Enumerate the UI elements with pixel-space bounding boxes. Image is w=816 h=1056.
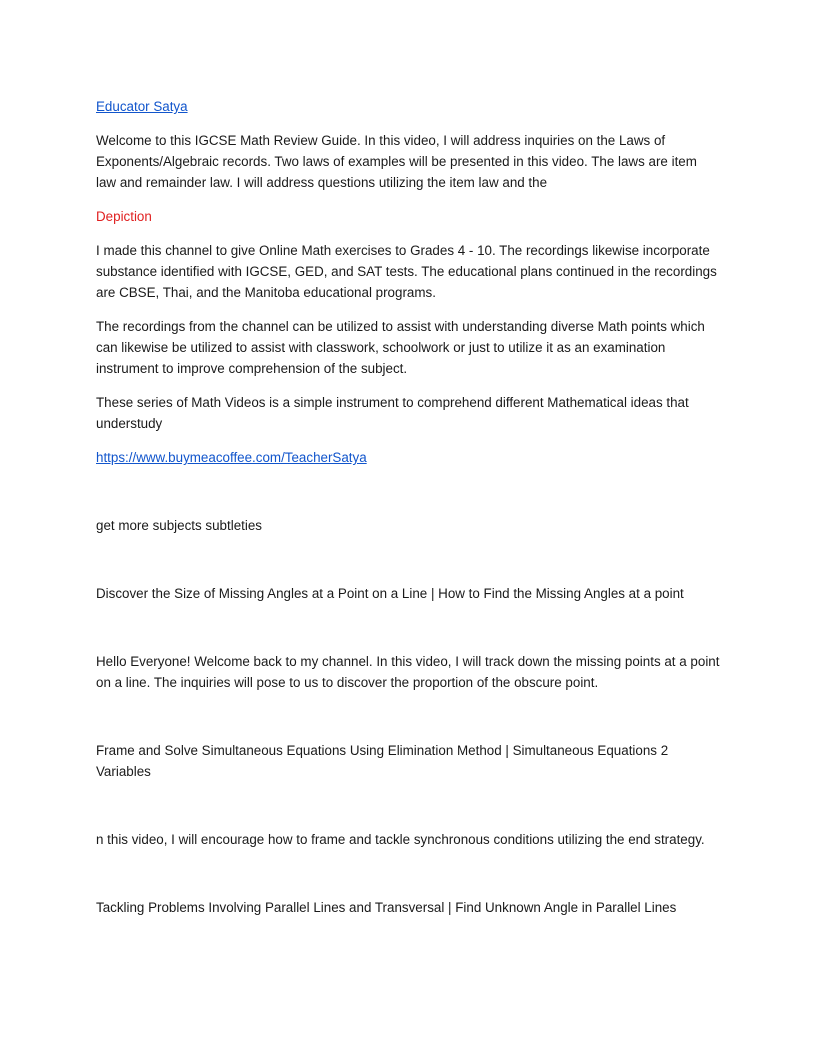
author-link-block <box>96 96 720 117</box>
video-description-2: n this video, I will encourage how to frame and tackle synchronous conditions utilizing the end strategy. <box>96 832 705 847</box>
document-page <box>96 96 720 931</box>
author-link[interactable]: Educator Satya <box>96 99 188 114</box>
coffee-link[interactable]: https://www.buymeacoffee.com/TeacherSatya <box>96 450 367 465</box>
video-title-2: Frame and Solve Simultaneous Equations Using Elimination Method | Simultaneous Equations 2 Variables <box>96 743 669 779</box>
channel-paragraph: I made this channel to give Online Math exercises to Grades 4 - 10. The recordings likewise incorporate substance identified with IGCSE, GED, and SAT tests. The educational plans continued in the recordings are CBSE, Thai, and the Manitoba educational programs. <box>96 243 717 300</box>
usage-paragraph: The recordings from the channel can be utilized to assist with understanding diverse Math points which can likewise be utilized to assist with classwork, schoolwork or just to utilize it as an examination instrument to improve comprehension of the subject. <box>96 319 705 376</box>
intro-paragraph: Welcome to this IGCSE Math Review Guide. In this video, I will address inquiries on the Laws of Exponents/Algebraic records. Two laws of examples will be presented in this video. The laws are item law and remainder law. I will address questions utilizing the item law and the <box>96 133 697 190</box>
depiction-heading: Depiction <box>96 209 152 224</box>
more-subjects-text: get more subjects subtleties <box>96 518 262 533</box>
video-title-3: Tackling Problems Involving Parallel Lines and Transversal | Find Unknown Angle in Parallel Lines <box>96 900 677 915</box>
series-paragraph: These series of Math Videos is a simple instrument to comprehend different Mathematical ideas that understudy <box>96 395 689 431</box>
coffee-link-block <box>96 447 720 468</box>
video-description-1: Hello Everyone! Welcome back to my channel. In this video, I will track down the missing points at a point on a line. The inquiries will pose to us to discover the proportion of the obscure point. <box>96 654 720 690</box>
video-title-1: Discover the Size of Missing Angles at a Point on a Line | How to Find the Missing Angles at a point <box>96 586 684 601</box>
